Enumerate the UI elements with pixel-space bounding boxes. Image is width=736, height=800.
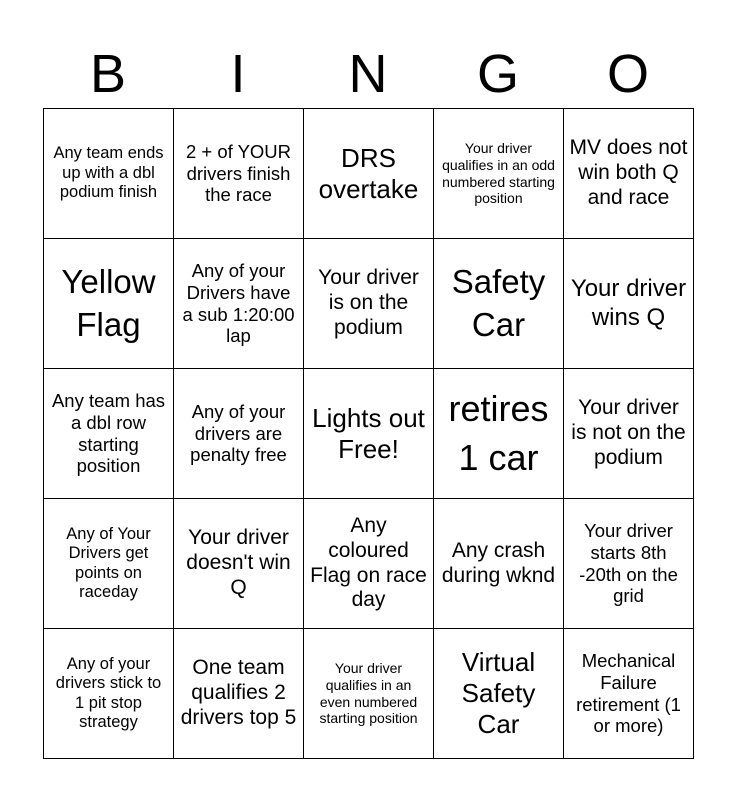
cell-label: Lights out Free! — [312, 402, 425, 464]
bingo-cell[interactable] — [174, 239, 304, 369]
cell-label: Any crash during wknd — [441, 538, 556, 587]
bingo-cell[interactable] — [564, 109, 694, 239]
bingo-cell[interactable] — [304, 499, 434, 629]
cell-label: retires 1 car — [448, 387, 549, 478]
cell-label: Your driver wins Q — [570, 275, 687, 331]
bingo-cell[interactable] — [304, 629, 434, 759]
bingo-cell[interactable] — [44, 109, 174, 239]
grid-row — [44, 629, 694, 759]
bingo-cell[interactable] — [44, 629, 174, 759]
cell-label: Any coloured Flag on race day — [310, 513, 427, 612]
grid-row — [44, 369, 694, 499]
grid-row — [44, 109, 694, 239]
header-letter-i: I — [230, 44, 246, 104]
cell-label: Virtual Safety Car — [461, 647, 536, 739]
header-letter-n: N — [348, 44, 388, 104]
bingo-cell[interactable] — [434, 239, 564, 369]
bingo-cell[interactable] — [434, 369, 564, 499]
grid-row — [44, 239, 694, 369]
grid-row — [44, 499, 694, 629]
bingo-cell[interactable] — [174, 629, 304, 759]
bingo-cell[interactable] — [44, 369, 174, 499]
bingo-cell[interactable] — [434, 629, 564, 759]
cell-label: Any of your drivers stick to 1 pit stop strategy — [55, 654, 162, 731]
cell-label: Any of your drivers are penalty free — [190, 400, 287, 466]
bingo-cell[interactable] — [304, 239, 434, 369]
cell-label: Your driver qualifies in an even numbered starting position — [319, 660, 418, 727]
cell-label: Mechanical Failure retirement (1 or more) — [576, 649, 681, 737]
header-letter-b: B — [89, 44, 127, 104]
cell-label: Any team has a dbl row starting position — [51, 389, 166, 477]
bingo-cell[interactable] — [44, 499, 174, 629]
bingo-header — [43, 40, 693, 108]
cell-label: DRS overtake — [318, 142, 419, 204]
header-letter-g: G — [476, 44, 519, 104]
bingo-cell[interactable] — [304, 369, 434, 499]
cell-label: One team qualifies 2 drivers top 5 — [180, 656, 297, 729]
bingo-cell[interactable] — [564, 499, 694, 629]
header-letter-o: O — [606, 44, 649, 104]
cell-label: Safety Car — [451, 262, 546, 343]
bingo-cell[interactable] — [174, 499, 304, 629]
cell-label: Any team ends up with a dbl podium finish — [53, 144, 164, 202]
bingo-cell[interactable] — [304, 109, 434, 239]
cell-label: MV does not win both Q and race — [569, 136, 688, 209]
cell-label: Your driver is on the podium — [318, 266, 419, 339]
cell-label: Any of Your Drivers get points on raceday — [66, 524, 151, 601]
cell-label: Yellow Flag — [61, 262, 156, 343]
cell-label: Any of your Drivers have a sub 1:20:00 lap — [182, 259, 295, 347]
bingo-cell[interactable] — [564, 629, 694, 759]
cell-label: Your driver is not on the podium — [571, 396, 686, 469]
bingo-grid — [43, 108, 694, 759]
cell-label: Your driver starts 8th -20th on the grid — [579, 519, 678, 607]
bingo-cell[interactable] — [44, 239, 174, 369]
bingo-cell[interactable] — [434, 109, 564, 239]
bingo-cell[interactable] — [434, 499, 564, 629]
cell-label: 2 + of YOUR drivers finish the race — [185, 140, 292, 206]
bingo-cell[interactable] — [564, 369, 694, 499]
bingo-cell[interactable] — [174, 369, 304, 499]
cell-label: Your driver doesn't win Q — [186, 526, 291, 599]
bingo-cell[interactable] — [564, 239, 694, 369]
cell-label: Your driver qualifies in an odd numbered starting position — [442, 140, 555, 207]
bingo-cell[interactable] — [174, 109, 304, 239]
